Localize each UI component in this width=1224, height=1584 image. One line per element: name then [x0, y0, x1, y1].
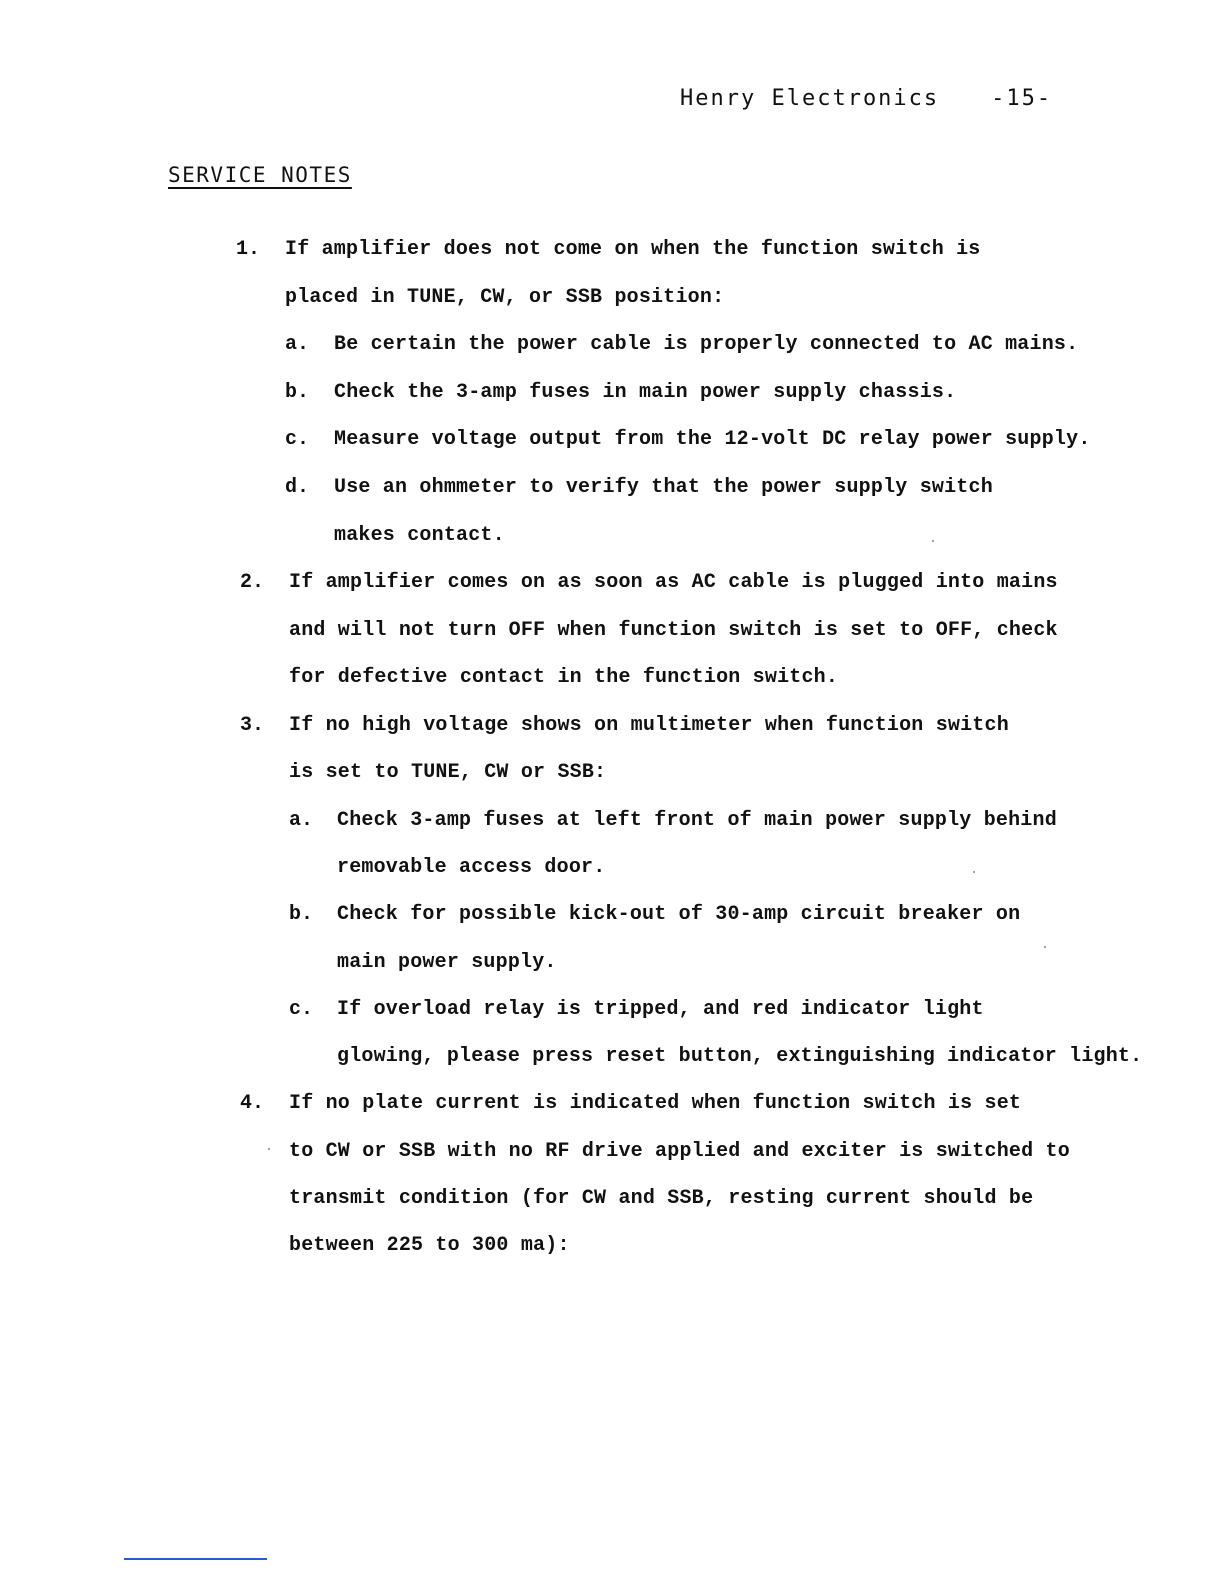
subitem-letter: d. [285, 476, 310, 499]
company-name: Henry Electronics [680, 86, 940, 111]
subitem-letter: b. [289, 903, 314, 926]
subitem-text-line: If overload relay is tripped, and red indicator light [337, 998, 984, 1021]
subitem-text-line: glowing, please press reset button, extinguishing indicator light. [337, 1045, 1143, 1068]
item-text-line: for defective contact in the function switch. [289, 666, 839, 689]
item-text-line: is set to TUNE, CW or SSB: [289, 761, 607, 784]
scan-speck [268, 1148, 270, 1150]
scan-speck [973, 871, 975, 873]
item-number: 2. [240, 571, 265, 594]
item-text-line: If no high voltage shows on multimeter when function switch [289, 714, 1009, 737]
footer-rule [124, 1558, 267, 1560]
item-text-line: If no plate current is indicated when function switch is set [289, 1092, 1022, 1115]
item-text-line: If amplifier comes on as soon as AC cable is plugged into mains [289, 571, 1058, 594]
item-text-line: placed in TUNE, CW, or SSB position: [285, 286, 725, 309]
page-number: -15- [991, 86, 1053, 111]
subitem-letter: a. [289, 809, 314, 832]
subitem-text-line: Check 3-amp fuses at left front of main power supply behind [337, 809, 1057, 832]
item-text-line: and will not turn OFF when function switch is set to OFF, check [289, 619, 1058, 642]
scan-speck [1044, 946, 1046, 948]
item-text-line: transmit condition (for CW and SSB, resting current should be [289, 1187, 1034, 1210]
item-text-line: to CW or SSB with no RF drive applied and exciter is switched to [289, 1140, 1070, 1163]
scan-speck [932, 540, 934, 542]
subitem-text-line: makes contact. [334, 524, 505, 547]
section-title: SERVICE NOTES [168, 163, 352, 187]
subitem-text-line: Measure voltage output from the 12-volt DC relay power supply. [334, 428, 1091, 451]
subitem-text-line: Use an ohmmeter to verify that the power supply switch [334, 476, 993, 499]
subitem-letter: c. [285, 428, 310, 451]
subitem-text-line: Check for possible kick-out of 30-amp circuit breaker on [337, 903, 1021, 926]
subitem-text-line: removable access door. [337, 856, 606, 879]
item-number: 4. [240, 1092, 265, 1115]
subitem-text-line: main power supply. [337, 951, 557, 974]
item-text-line: If amplifier does not come on when the function switch is [285, 238, 981, 261]
subitem-text-line: Check the 3-amp fuses in main power supply chassis. [334, 381, 957, 404]
item-text-line: between 225 to 300 ma): [289, 1234, 570, 1257]
item-number: 3. [240, 714, 265, 737]
subitem-letter: b. [285, 381, 310, 404]
subitem-letter: c. [289, 998, 314, 1021]
subitem-text-line: Be certain the power cable is properly connected to AC mains. [334, 333, 1079, 356]
page-header [680, 86, 1052, 111]
item-number: 1. [236, 238, 261, 261]
subitem-letter: a. [285, 333, 310, 356]
